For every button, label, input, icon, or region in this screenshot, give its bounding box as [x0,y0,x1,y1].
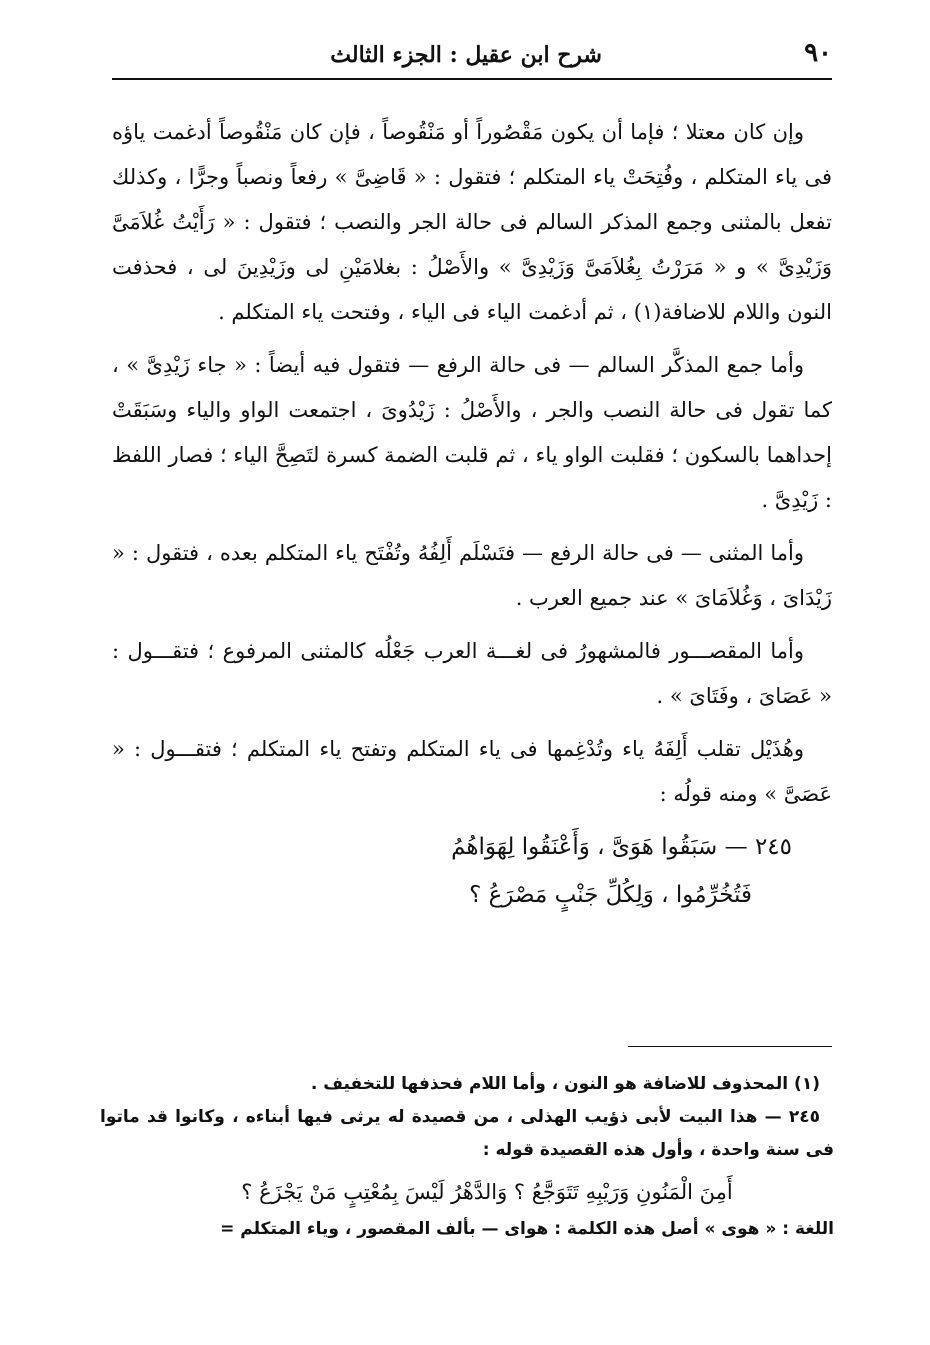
running-title: شرح ابن عقيل : الجزء الثالث [330,42,602,68]
main-text [112,110,832,919]
verse-line-first: ٢٤٥ — سَبَقُوا هَوَىَّ ، وَأَعْنَقُوا لِهَوَاهُمُ [451,834,792,860]
header-rule [112,78,832,80]
paragraph-hudhayl: وهُذَيْل تقلب أَلِفَهُ ياء وتُدْغِمها فى ياء المتكلم وتفتح ياء المتكلم ؛ فتقـــول : « عَصَىَّ » ومنه قولُه : [112,737,832,806]
footnote-quoted-verse: أَمِنَ الْمَنُونِ وَرَيْبِهِ تَتَوَجَّعُ ؟ وَالدَّهْرُ لَيْسَ بِمُعْتِبٍ مَنْ يَجْزَعُ ؟ [241,1180,733,1204]
page-number: ٩٠ [804,38,832,68]
footnote-1: (١) المحذوف للاضافة هو النون ، وأما اللام فحذفها للتخفيف . [310,1074,820,1094]
paragraph-maqsur: وأما المقصـــور فالمشهورُ فى لغـــة العرب جَعْلُه كالمثنى المرفوع ؛ فتقـــول : « عَصَاىَ ، وفَتَاىَ » . [112,639,832,708]
paragraph-mutall: وإن كان معتلا ؛ فإما أن يكون مَقْصُوراً أو مَنْقُوصاً ، فإن كان مَنْقُوصاً أدغمت ياؤه فى ياء المتكلم ، وفُتِحَتْ ياء المتكلم ؛ فتقول : « قَاضِىَّ » رفعاً ونصباً وجرًّا ، وكذلك تفعل بالمثنى وجمع المذكر السالم فى حالة الجر والنصب ؛ فتقول : « رَأَيْتُ غُلاَمَىَّ وَزَيْدِىَّ » و « مَرَرْتُ بِغُلاَمَىَّ وَزَيْدِىَّ » والأَصْلُ : بغلامَيْنِ لى وزَيْدِينَ لى ، فحذفت النون واللام للاضافة(١) ، ثم أدغمت الياء فى الياء ، وفتحت ياء المتكلم . [112,120,832,324]
footnotes [100,1068,834,1246]
footnote-245: ٢٤٥ — هذا البيت لأبى ذؤيب الهذلى ، من قصيدة له يرثى فيها أبناءه ، وكانوا قد ماتوا فى سنة واحدة ، وأول هذه القصيدة قوله : [100,1107,834,1160]
paragraph-jam-mudhakkar: وأما جمع المذكَّر السالم — فى حالة الرفع — فتقول فيه أيضاً : « جاء زَيْدِىَّ » ، كما تقول فى حالة النصب والجر ، والأَصْلُ : زَيْدُوىَ ، اجتمعت الواو والياء وسَبَقَتْ إحداهما بالسكون ؛ فقلبت الواو ياء ، ثم قلبت الضمة كسرة لتَصِحَّ الياء ؛ فصار اللفظ : زَيْدِىَّ . [112,353,832,512]
footnote-lugha: اللغة : « هوى » أصل هذه الكلمة : هواى — بألف المقصور ، وياء المتكلم = [220,1219,834,1239]
verse-245 [112,823,832,919]
footnote-rule [628,1046,832,1047]
verse-line-second: فَتُخُرِّمُوا ، وَلِكُلِّ جَنْبٍ مَصْرَعُ ؟ [469,882,752,908]
paragraph-muthanna: وأما المثنى — فى حالة الرفع — فتَسْلَم أَلِفُهُ وتُفْتَح ياء المتكلم بعده ، فتقول : « زَيْدَاىَ ، وَغُلاَمَاىَ » عند جميع العرب . [112,541,832,610]
page-header [112,38,832,74]
